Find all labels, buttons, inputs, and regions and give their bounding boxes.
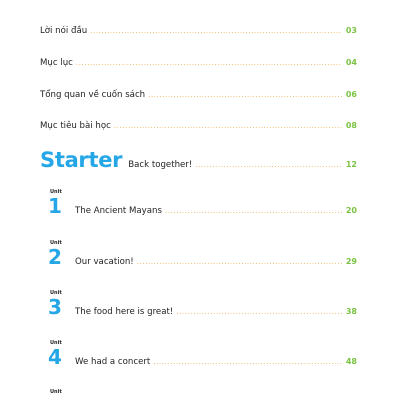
toc-entry-label: Lời nói đầu: [40, 26, 88, 36]
unit-number: 3: [48, 295, 62, 319]
toc-page-number: 04: [345, 58, 357, 67]
unit-label: Unit: [50, 290, 62, 296]
toc-entry-objectives[interactable]: [40, 121, 357, 131]
starter-heading: Starter: [40, 148, 123, 172]
toc-page-number: 12: [345, 160, 357, 169]
dot-leader: [195, 162, 342, 169]
starter-title: Back together!: [128, 160, 193, 170]
toc-entry-unit-5[interactable]: [0, 389, 400, 400]
dot-leader: [148, 92, 342, 99]
unit-label: Unit: [50, 340, 62, 346]
toc-entry-foreword[interactable]: [40, 26, 357, 36]
dot-leader: [165, 208, 342, 215]
unit-label: Unit: [50, 389, 62, 395]
toc-page-number: 20: [345, 206, 357, 215]
toc-entry-label: Tổng quan về cuốn sách: [40, 90, 146, 100]
toc-page-number: 08: [345, 121, 357, 130]
unit-number: 4: [48, 345, 62, 369]
toc-entry-unit-3[interactable]: [0, 290, 400, 324]
unit-title: The food here is great!: [75, 307, 174, 317]
dot-leader: [137, 259, 342, 266]
toc-entry-label: Mục tiêu bài học: [40, 121, 111, 131]
toc-page-number: 29: [345, 257, 357, 266]
toc-entry-contents[interactable]: [40, 58, 357, 68]
toc-entry-unit-2[interactable]: [0, 240, 400, 274]
unit-label: Unit: [50, 189, 62, 195]
toc-entry-starter[interactable]: [40, 148, 357, 172]
unit-title: The Ancient Mayans: [75, 206, 162, 216]
toc-entry-unit-1[interactable]: [0, 189, 400, 223]
toc-entry-overview[interactable]: [40, 90, 357, 100]
dot-leader: [76, 60, 342, 67]
toc-page-number: 03: [345, 26, 357, 35]
unit-label: Unit: [50, 240, 62, 246]
dot-leader: [153, 359, 342, 366]
unit-title: Our vacation!: [75, 257, 134, 267]
dot-leader: [114, 123, 342, 130]
unit-title: We had a concert: [75, 357, 151, 367]
toc-entry-unit-4[interactable]: [0, 340, 400, 374]
toc-page-number: 38: [345, 307, 357, 316]
dot-leader: [176, 309, 342, 316]
toc-page-number: 06: [345, 90, 357, 99]
toc-entry-label: Mục lục: [40, 58, 73, 68]
unit-number: 2: [48, 245, 62, 269]
dot-leader: [90, 28, 342, 35]
toc-page-number: 48: [345, 357, 357, 366]
unit-number: 1: [48, 194, 62, 218]
